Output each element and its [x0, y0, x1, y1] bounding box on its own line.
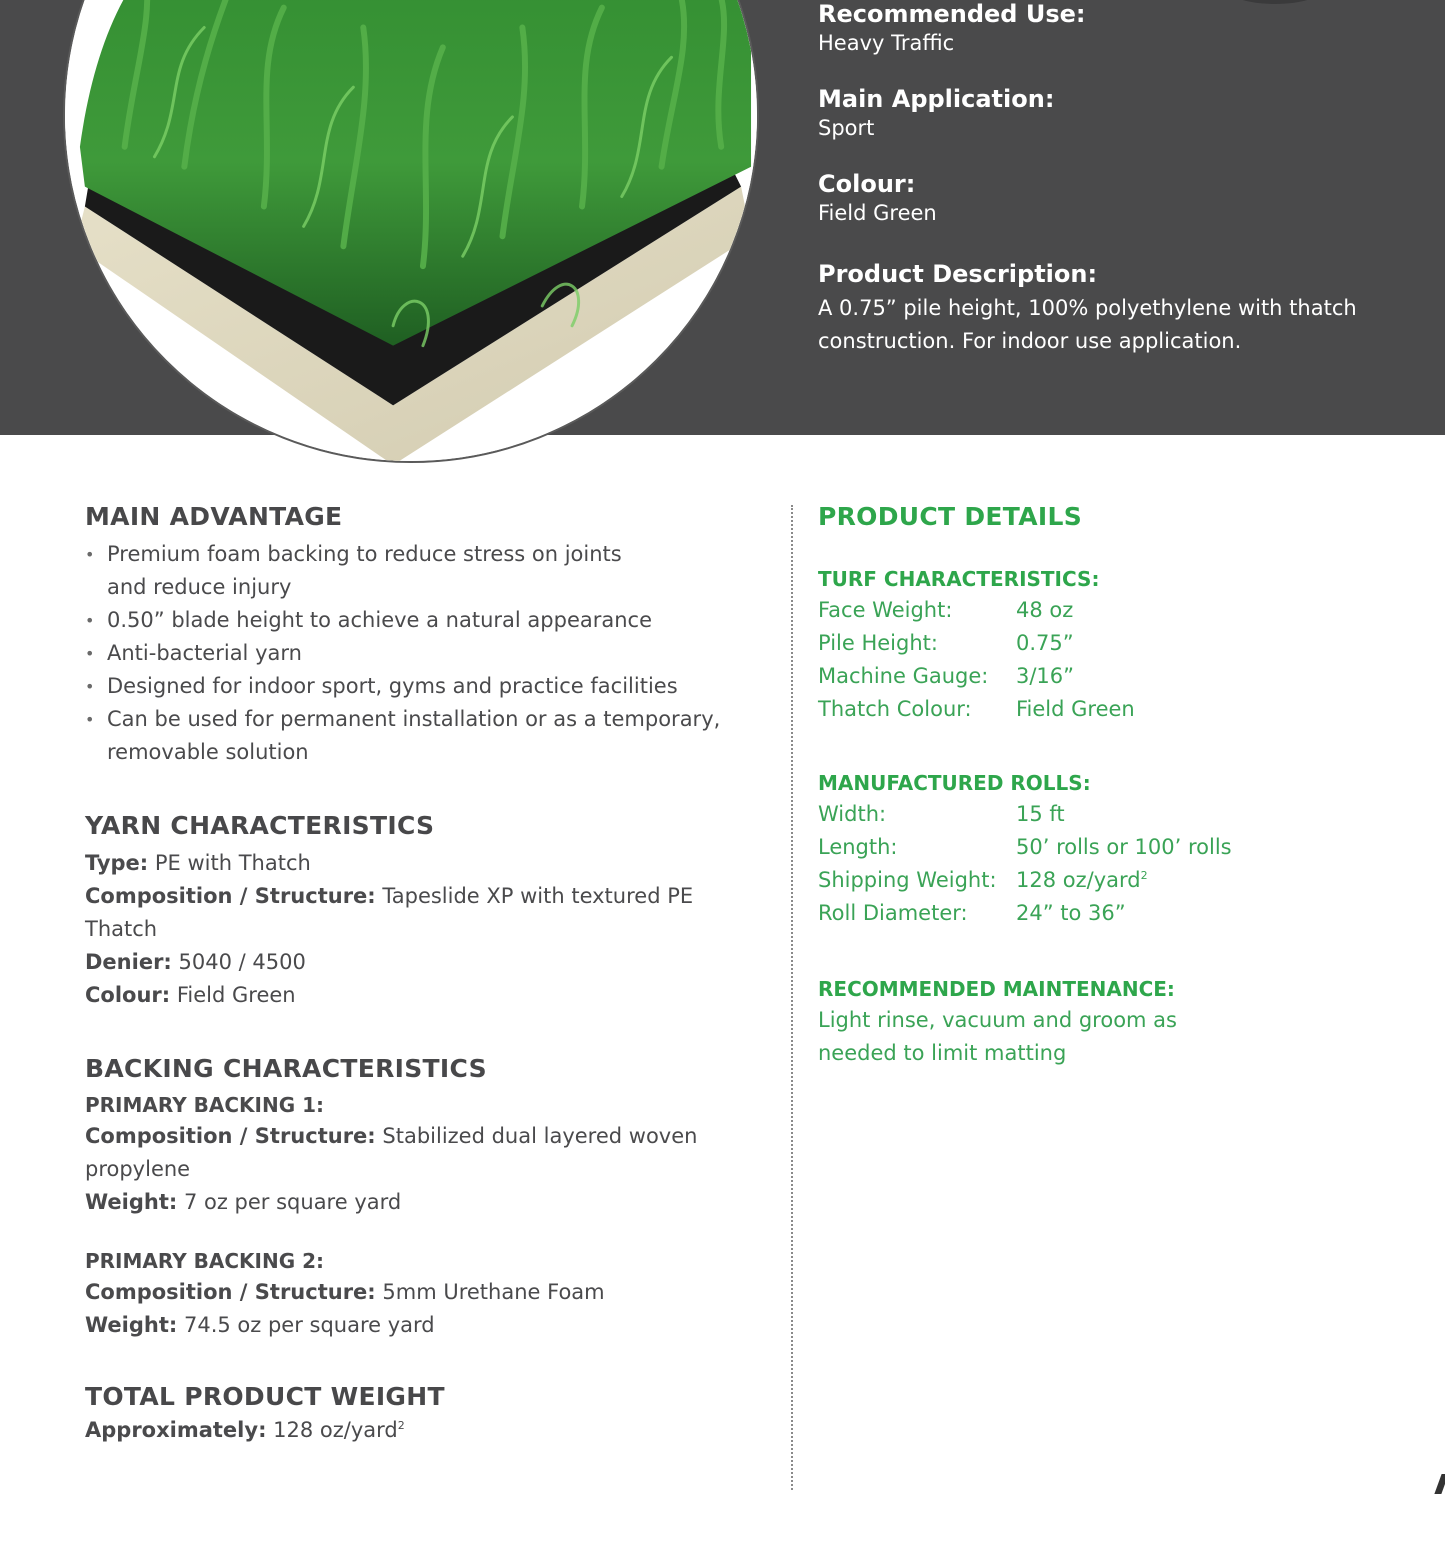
product-description-text	[818, 292, 1418, 358]
spec-value: 24” to 36”	[1016, 901, 1126, 925]
field-value: 5mm Urethane Foam	[382, 1280, 605, 1304]
backing2-composition-row	[85, 1276, 765, 1309]
field-label: Colour:	[85, 983, 171, 1007]
total-weight-section	[85, 1380, 765, 1447]
maintenance-line: needed to limit matting	[818, 1041, 1067, 1065]
field-value: 74.5 oz per square yard	[183, 1313, 435, 1337]
spec-key: Pile Height:	[818, 631, 938, 655]
right-column	[818, 500, 1418, 1070]
column-divider	[791, 505, 793, 1490]
recommended-use-value: Heavy Traffic	[818, 31, 955, 55]
field-label: Type:	[85, 851, 149, 875]
field-value: Stabilized dual layered woven propylene	[85, 1124, 698, 1181]
maintenance-section	[818, 974, 1418, 1070]
turf-characteristics-section	[818, 564, 1418, 726]
field-value: 128 oz/yard	[273, 1418, 398, 1442]
field-label: Denier:	[85, 950, 172, 974]
spec-row	[818, 627, 1418, 660]
field-label: Weight:	[85, 1190, 178, 1214]
subsection-title: PRIMARY BACKING 2:	[85, 1249, 325, 1273]
main-application-label: Main Application:	[818, 85, 1055, 113]
product-description-line: A 0.75” pile height, 100% polyethylene with thatch	[818, 296, 1357, 320]
superscript: 2	[397, 1419, 405, 1432]
field-label: Composition / Structure:	[85, 1124, 376, 1148]
field-value: 7 oz per square yard	[183, 1190, 402, 1214]
backing2-weight-row	[85, 1309, 765, 1342]
list-item-text: • Premium foam backing to reduce stress on joints	[107, 542, 622, 566]
field-label: Weight:	[85, 1313, 178, 1337]
list-item-text: removable solution	[107, 740, 309, 764]
spec-row	[818, 831, 1418, 864]
spec-row	[818, 897, 1418, 930]
backing1-composition-row	[85, 1120, 765, 1186]
spec-value: 50’ rolls or 100’ rolls	[1016, 835, 1232, 859]
recommended-use-label: Recommended Use:	[818, 0, 1086, 28]
list-item	[85, 670, 765, 703]
product-description-line: construction. For indoor use application.	[818, 329, 1242, 353]
list-item	[85, 703, 765, 769]
field-label: Approximately:	[85, 1418, 267, 1442]
colour-label: Colour:	[818, 170, 916, 198]
list-item-text: • 0.50” blade height to achieve a natural appearance	[107, 608, 653, 632]
list-item-text: and reduce injury	[107, 575, 292, 599]
spec-value: 48 oz	[1016, 598, 1074, 622]
main-application-group	[818, 85, 1418, 143]
spec-key: Width:	[818, 802, 887, 826]
spec-value: 0.75”	[1016, 631, 1074, 655]
subsection-title: MANUFACTURED ROLLS:	[818, 771, 1091, 795]
main-application-value: Sport	[818, 116, 875, 140]
field-value: PE with Thatch	[154, 851, 311, 875]
list-item-text: • Anti-bacterial yarn	[107, 641, 302, 665]
spec-row	[818, 594, 1418, 627]
spec-key: Roll Diameter:	[818, 901, 968, 925]
yarn-composition-row	[85, 880, 765, 946]
backing-section	[85, 1052, 765, 1342]
backing1-weight-row	[85, 1186, 765, 1219]
list-item	[85, 637, 765, 670]
field-value: 5040 / 4500	[178, 950, 306, 974]
spec-value-text: 128 oz/yard	[1016, 868, 1141, 892]
yarn-section	[85, 809, 765, 1012]
spec-key: Shipping Weight:	[818, 868, 997, 892]
main-advantage-section	[85, 500, 765, 769]
section-title: BACKING CHARACTERISTICS	[85, 1054, 487, 1083]
list-item-text: • Can be used for permanent installation or as a temporary,	[107, 707, 721, 731]
page-edge-mark	[1434, 1474, 1445, 1494]
list-item	[85, 538, 765, 604]
spec-row	[818, 798, 1418, 831]
recommended-use-group	[818, 0, 1418, 58]
spec-key: Face Weight:	[818, 598, 953, 622]
yarn-type-row	[85, 847, 765, 880]
subsection-title: RECOMMENDED MAINTENANCE:	[818, 977, 1175, 1001]
superscript: 2	[1140, 869, 1148, 882]
spec-value: Field Green	[1016, 697, 1135, 721]
spec-value	[1016, 864, 1148, 897]
spec-value: 3/16”	[1016, 664, 1075, 688]
maintenance-line: Light rinse, vacuum and groom as	[818, 1008, 1177, 1032]
field-value: Tapeslide XP with textured PE Thatch	[85, 884, 694, 941]
field-label: Composition / Structure:	[85, 884, 376, 908]
list-item	[85, 604, 765, 637]
field-label: Composition / Structure:	[85, 1280, 376, 1304]
section-title: YARN CHARACTERISTICS	[85, 811, 435, 840]
spec-row	[818, 864, 1418, 897]
subsection-title: TURF CHARACTERISTICS:	[818, 567, 1100, 591]
product-description-label: Product Description:	[818, 260, 1098, 288]
spec-row	[818, 693, 1418, 726]
product-description-group	[818, 260, 1418, 358]
spec-key: Machine Gauge:	[818, 664, 989, 688]
yarn-denier-row	[85, 946, 765, 979]
spec-key: Thatch Colour:	[818, 697, 972, 721]
left-column	[85, 500, 765, 1447]
colour-value: Field Green	[818, 201, 937, 225]
spec-key: Length:	[818, 835, 898, 859]
manufactured-rolls-section	[818, 768, 1418, 930]
advantage-list	[85, 538, 765, 769]
list-item-text: • Designed for indoor sport, gyms and practice facilities	[107, 674, 678, 698]
total-weight-row	[85, 1414, 765, 1447]
yarn-colour-row	[85, 979, 765, 1012]
subsection-title: PRIMARY BACKING 1:	[85, 1093, 325, 1117]
spec-value: 15 ft	[1016, 802, 1065, 826]
spec-row	[818, 660, 1418, 693]
section-title: TOTAL PRODUCT WEIGHT	[85, 1382, 445, 1411]
field-value: Field Green	[176, 983, 296, 1007]
colour-group	[818, 170, 1418, 228]
product-details-title: PRODUCT DETAILS	[818, 502, 1083, 531]
section-title: MAIN ADVANTAGE	[85, 502, 343, 531]
